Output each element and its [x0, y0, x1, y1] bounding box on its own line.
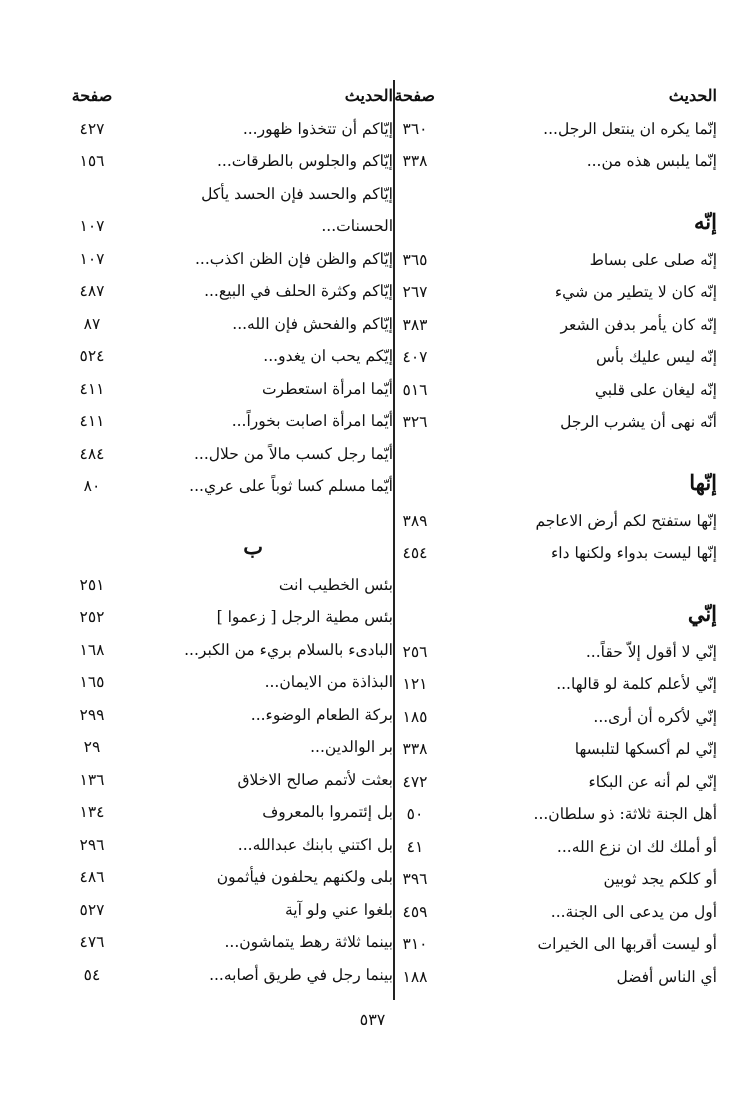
index-entry [70, 340, 393, 373]
section-title: إنّه [694, 208, 717, 234]
index-entry [70, 634, 393, 667]
index-entry [70, 731, 393, 764]
entry-page: ٣٦٠ [402, 119, 428, 138]
index-entry [399, 309, 717, 342]
index-entry [399, 341, 717, 374]
entry-text: أيّما امرأة اصابت بخوراً... [231, 412, 393, 430]
section-heading [70, 525, 393, 569]
entry-text: أو ليست أقربها الى الخيرات [537, 935, 717, 953]
entry-text: إيّكم يحب ان يغدو... [263, 347, 393, 365]
entry-text: بركة الطعام الوضوء... [250, 705, 393, 724]
index-entry [399, 113, 717, 146]
entry-page: ٣٨٣ [402, 315, 428, 334]
entry-page: ٣٣٨ [402, 152, 428, 170]
index-entry [70, 699, 393, 732]
entry-page: ١٦٥ [79, 673, 105, 691]
entry-text: بل إئتمروا بالمعروف [262, 803, 393, 821]
entry-text: أو أملك لك ان نزع الله... [556, 837, 717, 856]
index-entry [70, 113, 393, 146]
left-column [70, 80, 393, 991]
entry-page: ٥٠ [406, 805, 424, 823]
entry-text: البذاذة من الايمان... [264, 673, 393, 691]
entry-page: ٢٦٧ [402, 283, 428, 301]
entry-page: ١٠٧ [79, 217, 105, 235]
entry-page: ٢٩٩ [79, 705, 105, 724]
page-number: ٥٣٧ [359, 1010, 386, 1029]
entry-text: أهل الجنة ثلاثة: ذو سلطان... [533, 805, 717, 823]
entry-text: إنّي لأعلم كلمة لو قالها... [556, 675, 717, 693]
entry-page: ٤٧٢ [402, 772, 428, 791]
entry-page: ٤٠٧ [402, 348, 428, 366]
entry-text: بعثت لأتمم صالح الاخلاق [237, 770, 393, 789]
index-entry [70, 829, 393, 862]
section-heading [399, 592, 717, 636]
entry-page: ٣٦٥ [402, 250, 428, 269]
entry-text: أيّما امرأة استعطرت [261, 379, 393, 398]
index-entry [399, 244, 717, 277]
section-gap [399, 178, 717, 200]
index-entry [70, 959, 393, 992]
index-entry [399, 928, 717, 961]
section-title: ب [243, 533, 263, 559]
entry-text: الحسنات... [321, 217, 393, 235]
entry-text: بلغوا عني ولو آية [284, 900, 393, 919]
entry-text: إيّاكم والحسد فإن الحسد يأكل [201, 184, 393, 203]
entry-text: بل اكتني بابنك عبدالله... [237, 835, 393, 854]
index-entry [399, 537, 717, 570]
entry-text: إنّما يكره ان ينتعل الرجل... [543, 119, 717, 138]
entry-text: إنّه صلى على بساط [589, 250, 717, 269]
entry-text: إنّه ليغان على قلبي [594, 380, 717, 399]
index-entry [399, 701, 717, 734]
index-entry [399, 766, 717, 799]
entry-page: ١٨٥ [402, 707, 428, 726]
index-entry [70, 373, 393, 406]
column-divider [393, 80, 395, 1000]
entry-text: إيّاكم أن تتخذوا ظهور... [242, 119, 393, 138]
index-entry [70, 438, 393, 471]
section-heading [399, 461, 717, 505]
index-entry [399, 276, 717, 309]
index-entry [70, 764, 393, 797]
entry-text: أول من يدعى الى الجنة... [550, 902, 717, 921]
index-entry [70, 601, 393, 634]
header-page: صفحة [394, 86, 435, 105]
entry-text: إنّها ليست بدواء ولكنها داء [551, 544, 717, 562]
entry-page: ٣٢٦ [402, 413, 428, 431]
entry-page: ٢٥٢ [79, 608, 105, 626]
entry-page: ١٣٦ [79, 770, 105, 789]
index-entry [70, 569, 393, 602]
index-entry [70, 861, 393, 894]
entry-text: إنّي لأكره أن أرى... [593, 707, 717, 726]
entry-page: ٤٥٩ [402, 902, 428, 921]
section-gap [399, 570, 717, 592]
entry-page: ٤١١ [79, 412, 105, 430]
entry-page: ١٦٨ [79, 640, 105, 659]
index-entry [399, 668, 717, 701]
entry-page: ٥١٦ [402, 380, 428, 399]
index-entry [70, 894, 393, 927]
index-entry [70, 796, 393, 829]
entry-page: ٣٨٩ [402, 511, 428, 530]
section-title: إنّي [687, 600, 717, 626]
entry-page: ١٥٦ [79, 152, 105, 170]
index-entry [399, 374, 717, 407]
index-entry [70, 178, 393, 211]
index-entry [399, 863, 717, 896]
entry-text: أنّه نهى أن يشرب الرجل [560, 413, 717, 431]
index-entry [70, 926, 393, 959]
index-entry [70, 666, 393, 699]
entry-page: ٢٩ [83, 738, 101, 756]
entry-page: ٢٩٦ [79, 835, 105, 854]
entry-page: ٥٢٤ [79, 347, 105, 365]
entry-text: بئس الخطيب انت [278, 575, 393, 594]
entry-page: ٢٥٦ [402, 642, 428, 661]
section-title: إنّها [689, 469, 717, 495]
entry-page: ٤١١ [79, 379, 105, 398]
entry-text: بر الوالدين... [310, 738, 393, 756]
index-entry [399, 896, 717, 929]
entry-page: ٢٥١ [79, 575, 105, 594]
entry-page: ٣١٠ [402, 935, 428, 953]
entry-page: ٤٨٤ [79, 444, 105, 463]
section-heading [399, 200, 717, 244]
right-column [394, 80, 717, 993]
entry-page: ٤٢٧ [79, 119, 105, 138]
entry-text: إيّاكم وكثرة الحلف في البيع... [204, 282, 393, 300]
index-entry [399, 505, 717, 538]
entry-page: ٤١ [406, 837, 424, 856]
entry-text: بينما رجل في طريق أصابه... [209, 965, 393, 984]
entry-page: ١٠٧ [79, 249, 105, 268]
index-entry [70, 405, 393, 438]
entry-text: إنّي لم أنه عن البكاء [588, 772, 717, 791]
entry-text: أو كلكم يجد ثوبين [603, 870, 717, 888]
entry-page: ٥٢٧ [79, 900, 105, 919]
index-entry [70, 308, 393, 341]
entry-page: ٣٩٦ [402, 870, 428, 888]
index-entry [70, 470, 393, 503]
entry-text: إيّاكم والجلوس بالطرقات... [216, 152, 393, 170]
index-entry [70, 145, 393, 178]
section-gap [70, 503, 393, 525]
entry-text: بينما ثلاثة رهط يتماشون... [224, 933, 393, 951]
entry-text: أي الناس أفضل [616, 967, 717, 986]
entry-text: إيّاكم والظن فإن الظن اكذب... [194, 249, 393, 268]
entry-page: ٤٥٤ [402, 544, 428, 562]
entry-page: ٤٧٦ [79, 933, 105, 951]
entry-text: إنّي لا أقول إلاّ حقاً... [585, 642, 717, 661]
entry-page: ١٣٤ [79, 803, 105, 821]
index-entry [399, 636, 717, 669]
index-entry [70, 275, 393, 308]
index-entry [70, 210, 393, 243]
entry-text: بلى ولكنهم يحلفون فيأثمون [216, 868, 393, 886]
entry-text: البادىء بالسلام بريء من الكبر... [184, 640, 393, 659]
entry-text: بئس مطية الرجل [ زعموا ] [216, 608, 393, 626]
entry-text: إنّي لم أكسكها لتلبسها [574, 740, 717, 758]
index-entry [399, 145, 717, 178]
entry-text: إنّه ليس عليك بأس [596, 348, 717, 366]
entry-page: ٥٤ [83, 965, 101, 984]
section-gap [399, 439, 717, 461]
index-entry [399, 733, 717, 766]
entry-text: إيّاكم والفحش فإن الله... [232, 314, 393, 333]
entry-page: ٤٨٧ [79, 282, 105, 300]
index-entry [399, 961, 717, 994]
index-entry [399, 798, 717, 831]
entry-text: إنّه كان يأمر بدفن الشعر [560, 315, 717, 334]
header-hadith: الحديث [344, 86, 393, 105]
entry-text: إنّها ستفتح لكم أرض الاعاجم [535, 511, 717, 530]
index-entry [399, 831, 717, 864]
header-page: صفحة [71, 86, 113, 105]
entry-page: ٣٣٨ [402, 740, 428, 758]
index-entry [399, 406, 717, 439]
column-header [70, 80, 393, 113]
column-header [394, 80, 717, 113]
entry-text: إنّما يلبس هذه من... [586, 152, 717, 170]
entry-page: ١٢١ [402, 675, 428, 693]
entry-text: أيّما رجل كسب مالاً من حلال... [193, 444, 393, 463]
index-entry [70, 243, 393, 276]
entry-text: أيّما مسلم كسا ثوباً على عري... [189, 477, 393, 495]
entry-page: ٨٧ [83, 314, 101, 333]
entry-page: ١٨٨ [402, 967, 428, 986]
entry-page: ٤٨٦ [79, 868, 105, 886]
entry-page: ٨٠ [83, 477, 101, 495]
entry-text: إنّه كان لا يتطير من شيء [554, 283, 717, 301]
header-hadith: الحديث [668, 86, 717, 105]
